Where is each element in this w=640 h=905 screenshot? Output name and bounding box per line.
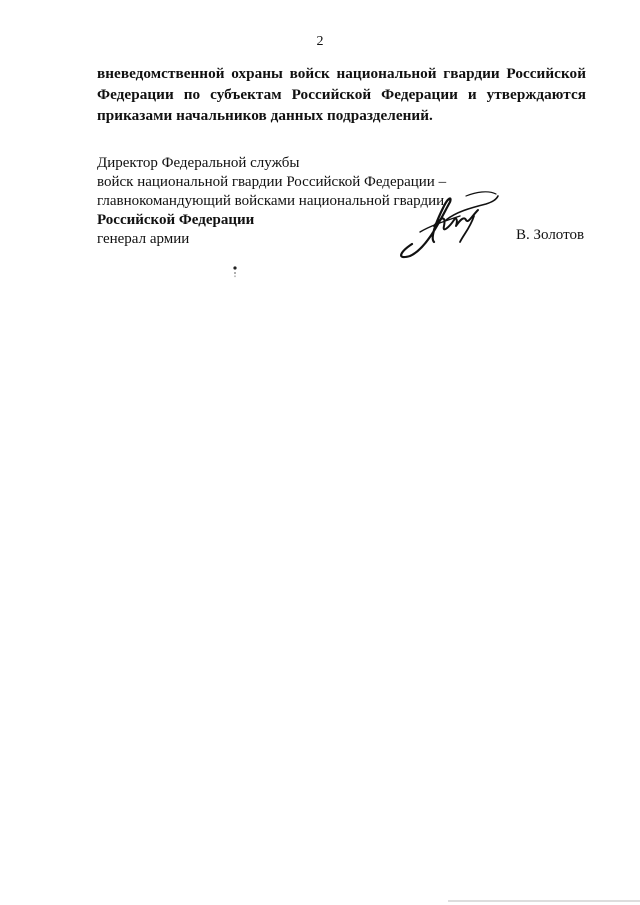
signer-title-line-1: Директор Федеральной службы (97, 155, 300, 171)
signer-title-line-4: Российской Федерации (97, 212, 255, 228)
signer-name: В. Золотов (516, 227, 585, 243)
body-line-3: приказами начальников данных подразделений. (97, 107, 433, 124)
signer-title-line-2: войск национальной гвардии Российской Федерации – (97, 174, 447, 190)
body-paragraph (97, 63, 586, 126)
signer-rank: генерал армии (97, 231, 190, 247)
body-line-2: Федерации по субъектам Российской Федерации и утверждаются (97, 86, 586, 103)
handwritten-signature (390, 186, 500, 262)
body-line-1: вневедомственной охраны войск национальной гвардии Российской (97, 65, 586, 82)
scan-edge-mark (448, 900, 640, 902)
page-number: 2 (316, 34, 324, 49)
scan-speck (232, 266, 238, 278)
signer-title-line-3: главнокомандующий войсками национальной гвардии (97, 193, 445, 209)
